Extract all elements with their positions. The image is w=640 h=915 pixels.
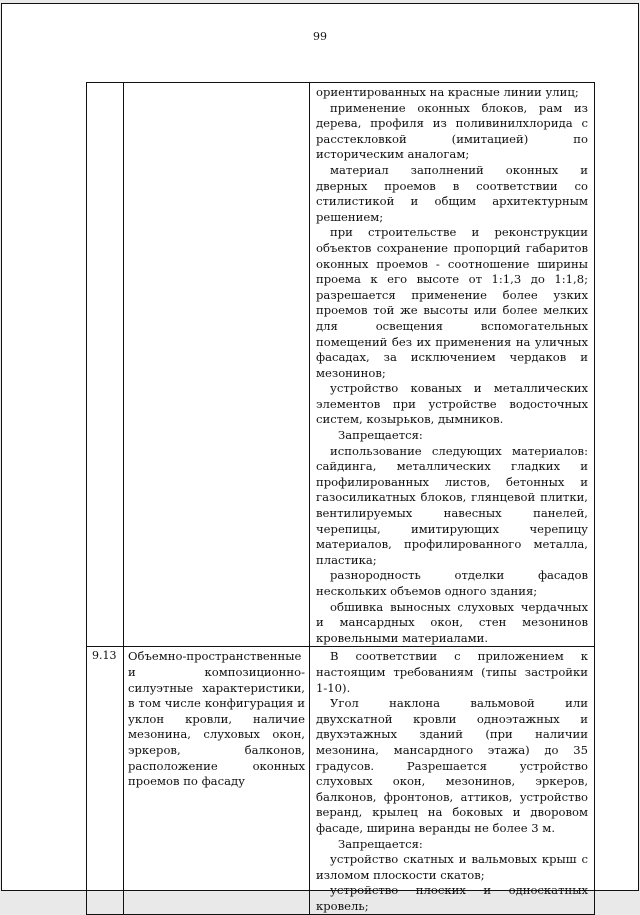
- table-row: [87, 647, 595, 915]
- requirement-paragraph: ориентированных на красные линии улиц;: [316, 85, 579, 99]
- document-page: [1, 3, 639, 913]
- characteristic-name: Объемно-пространственные и композиционно-силуэтные характеристики, в том числе конфигурация и уклон кровли, наличие мезонина, слуховых окон, эркеров, балконов, расположение оконных проемов по фасаду: [128, 649, 305, 789]
- table-row: [87, 83, 595, 647]
- row-number-cell: [87, 83, 124, 647]
- prohibited-heading: Запрещается:: [338, 836, 423, 851]
- row-name-cell: [124, 647, 310, 915]
- row-number-cell: 9.13: [87, 647, 124, 915]
- requirement-paragraph: Угол наклона вальмовой или двухскатной кровли одноэтажных и двухэтажных зданий (при наличии мезонина, мансардного этажа) до 35 градусов. Разрешается устройство слуховых окон, мезонинов, эркеров, балконов, фронтонов, аттиков, устройство веранд, крылец на боковых и дворовом фасаде, ширина веранды не более 3 м.: [316, 696, 588, 835]
- page-number: 99: [313, 30, 327, 43]
- row-requirements-cell: [310, 647, 595, 915]
- requirement-paragraph: устройство скатных и вальмовых крыш с изломом плоскости скатов;: [316, 852, 588, 882]
- requirement-paragraph: применение оконных блоков, рам из дерева, профиля из поливинилхлорида с расстекловкой (имитацией) по историческим аналогам;: [316, 100, 588, 162]
- requirement-paragraph: разнородность отделки фасадов нескольких объемов одного здания;: [316, 568, 588, 598]
- requirements-table: [86, 82, 595, 915]
- row-requirements-cell: [310, 83, 595, 647]
- requirement-paragraph: устройство кованых и металлических элементов при устройстве водосточных систем, козырьков, дымников.: [316, 381, 588, 427]
- requirement-paragraph: обшивка выносных слуховых чердачных и мансардных окон, стен мезонинов кровельными материалами.: [316, 599, 588, 645]
- prohibited-heading: Запрещается:: [338, 428, 423, 443]
- requirement-paragraph: материал заполнений оконных и дверных проемов в соответствии со стилистикой и общим архитектурным решением;: [316, 162, 588, 224]
- row-name-cell: [124, 83, 310, 647]
- requirement-paragraph: использование следующих материалов: сайдинга, металлических гладких и профилированных листов, бетонных и газосиликатных блоков, глянцевой плитки, вентилируемых навесных панелей, черепицы, имитирующих черепицу материалов, профилированного металла, пластика;: [316, 443, 588, 567]
- requirement-paragraph: при строительстве и реконструкции объектов сохранение пропорций габаритов оконных проемов - соотношение ширины проема к его высоте от 1:1,3 до 1:1,8; разрешается применение более узких проемов той же высоты или более мелких для освещения вспомогательных помещений без их применения на уличных фасадах, за исключением чердаков и мезонинов;: [316, 225, 588, 380]
- requirement-paragraph: устройство плоских и односкатных кровель;: [316, 883, 588, 913]
- requirement-paragraph: В соответствии с приложением к настоящим требованиям (типы застройки 1-10).: [316, 649, 588, 695]
